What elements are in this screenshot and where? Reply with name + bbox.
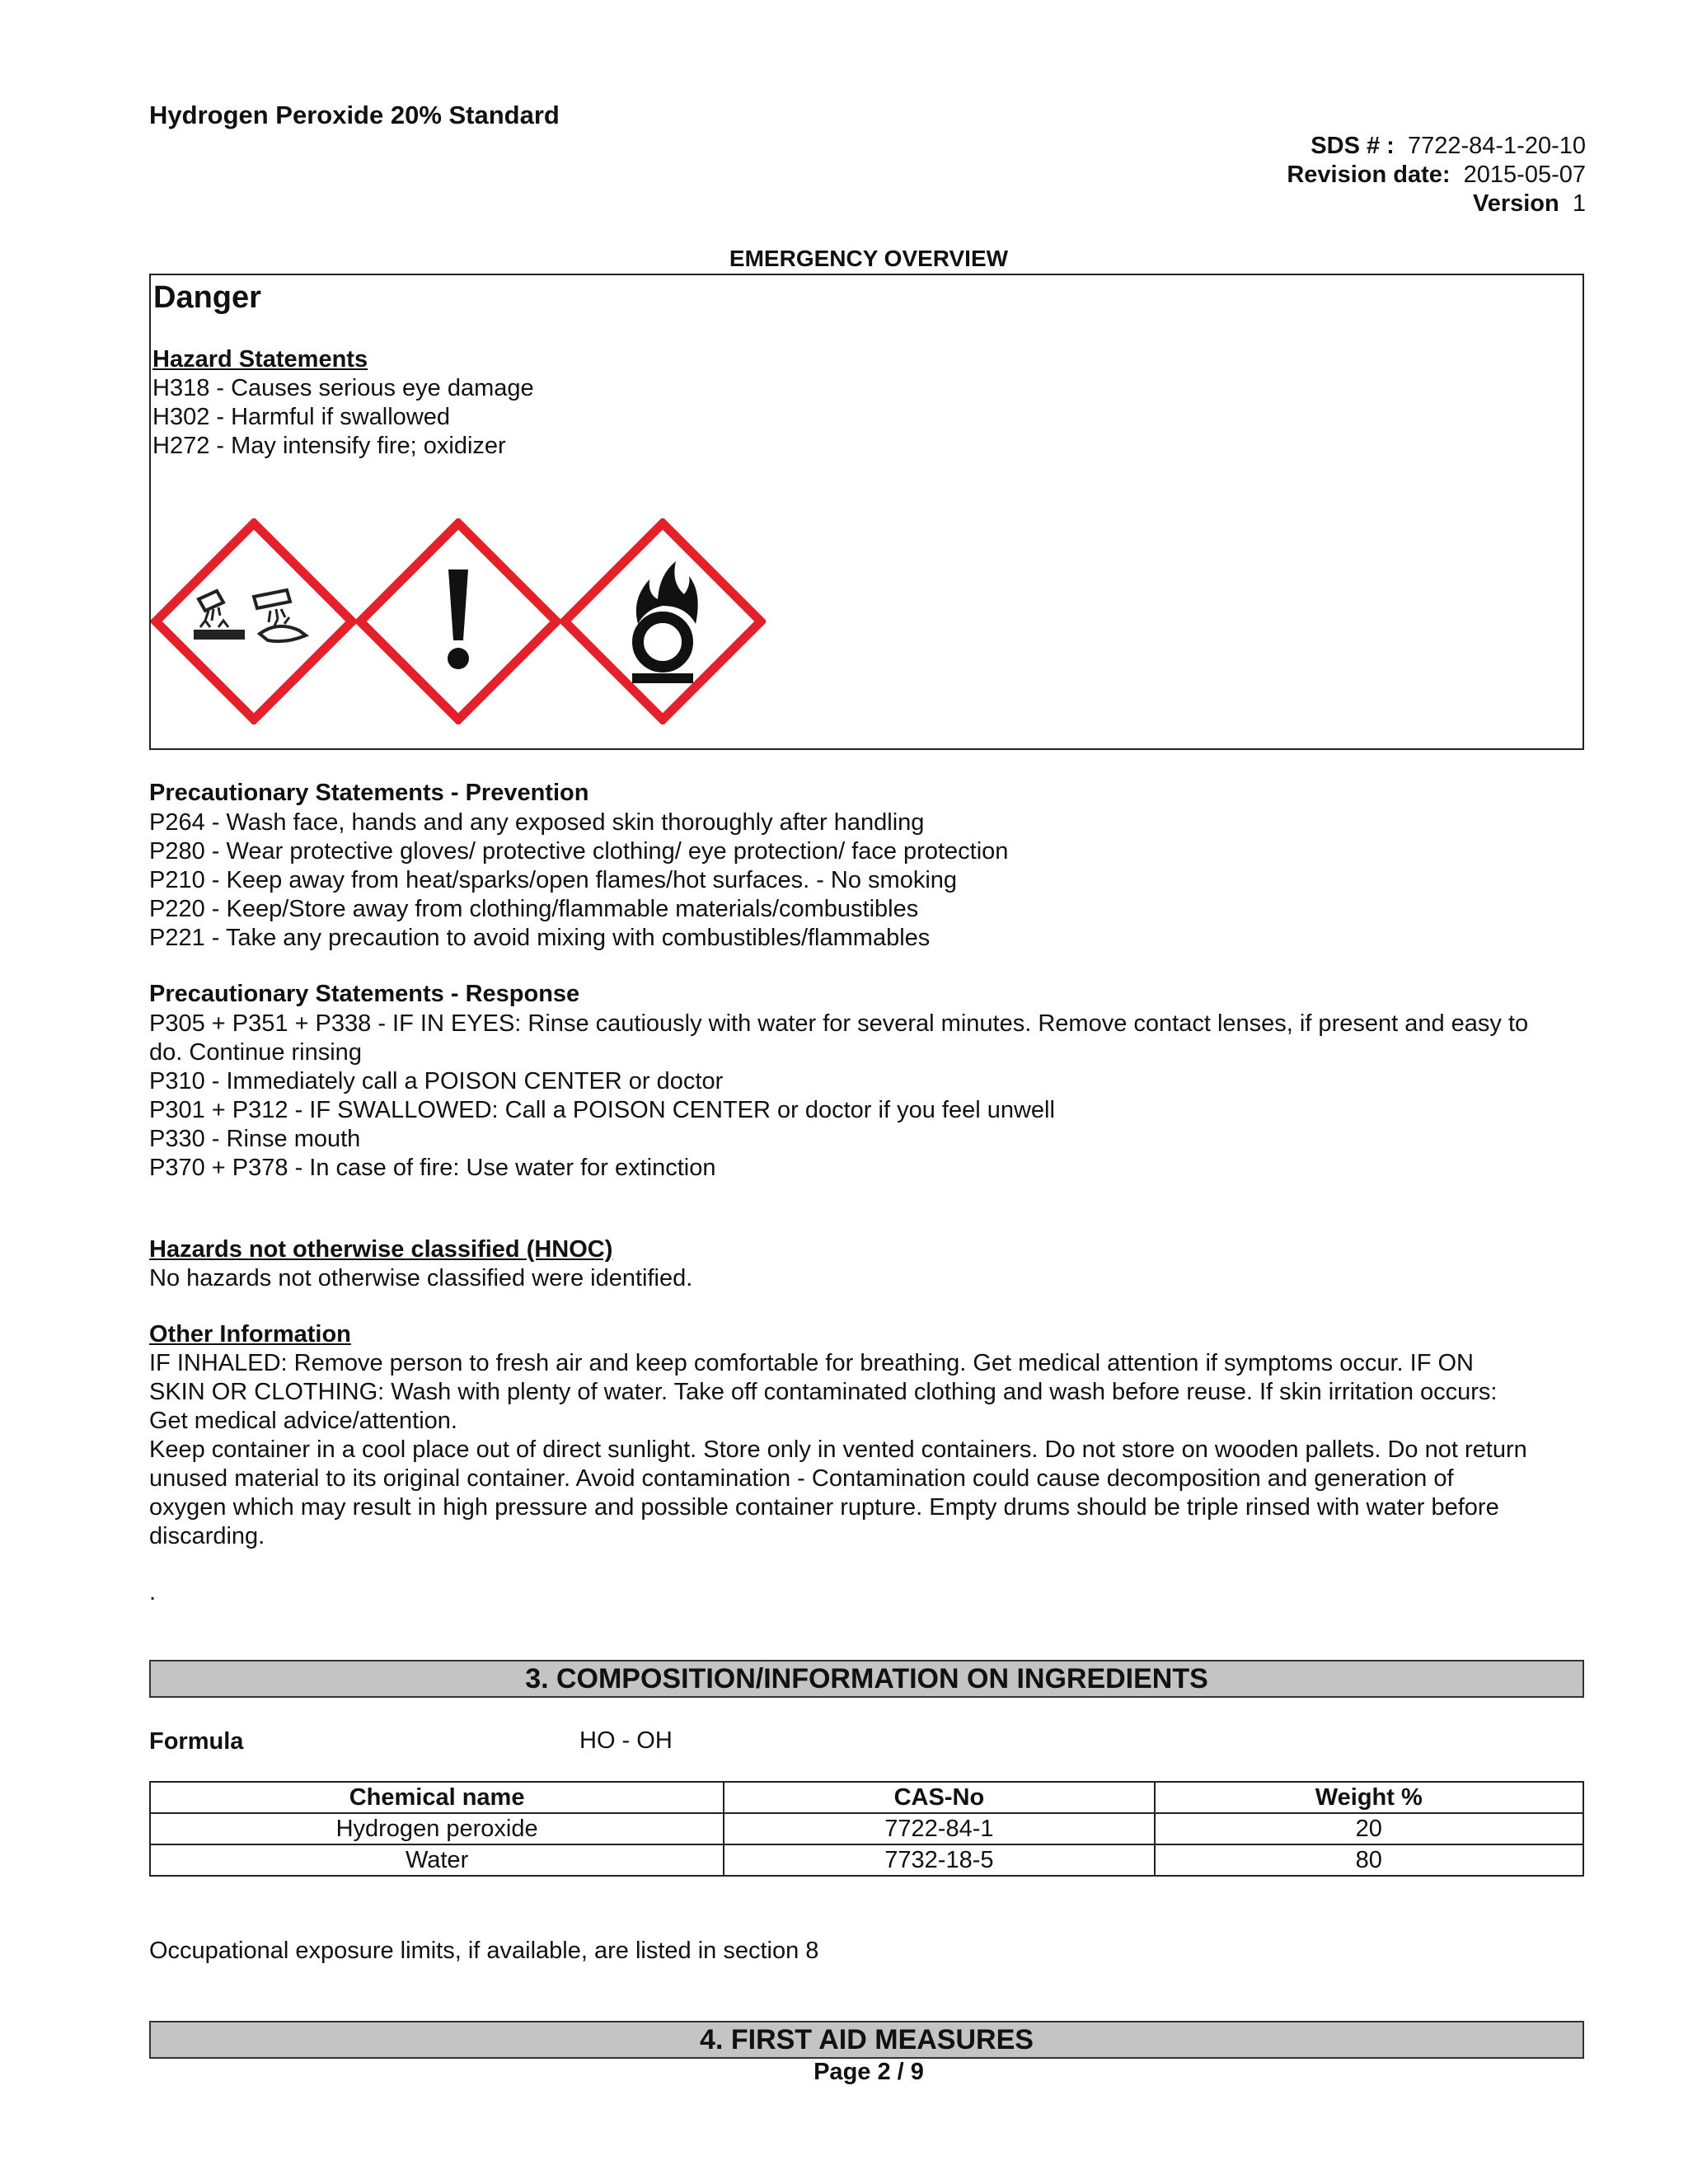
other-information-line: SKIN OR CLOTHING: Wash with plenty of water. Take off contaminated clothing and wash before reuse. If skin irritation occurs:: [149, 1379, 1498, 1405]
other-information-line: discarding.: [149, 1523, 265, 1549]
other-information-line: oxygen which may result in high pressure and possible container rupture. Empty drums should be triple rinsed with water before: [149, 1494, 1499, 1521]
hazard-statement: H272 - May intensify fire; oxidizer: [152, 433, 506, 459]
column-header: Chemical name: [150, 1782, 724, 1813]
revision-value: 2015-05-07: [1463, 162, 1586, 188]
hazard-statements-heading: Hazard Statements: [152, 346, 368, 373]
sds-number: [1311, 132, 1586, 161]
formula-value: HO - OH: [579, 1727, 673, 1754]
trailing-dot: .: [149, 1579, 157, 1605]
sds-label: SDS # :: [1311, 133, 1395, 159]
table-cell: Hydrogen peroxide: [150, 1813, 724, 1844]
response-line: P330 - Rinse mouth: [149, 1126, 361, 1152]
version: [1473, 190, 1586, 218]
response-line: P370 + P378 - In case of fire: Use water for extinction: [149, 1155, 716, 1181]
flame-over-circle-icon: [560, 518, 766, 724]
hazard-statement: H318 - Causes serious eye damage: [152, 375, 534, 401]
hnoc-text: No hazards not otherwise classified were identified.: [149, 1265, 693, 1291]
prevention-line: P220 - Keep/Store away from clothing/flammable materials/combustibles: [149, 896, 919, 922]
exclamation-icon: [355, 518, 561, 724]
response-line: P310 - Immediately call a POISON CENTER or doctor: [149, 1068, 724, 1094]
document-title: Hydrogen Peroxide 20% Standard: [149, 101, 560, 129]
prevention-line: P264 - Wash face, hands and any exposed skin thoroughly after handling: [149, 809, 925, 836]
hazard-statement: H302 - Harmful if swallowed: [152, 404, 451, 430]
other-information-line: Get medical advice/attention.: [149, 1408, 457, 1434]
version-label: Version: [1472, 190, 1559, 217]
ingredients-table: [149, 1781, 1584, 1877]
table-row: [150, 1844, 1583, 1876]
sds-value: 7722-84-1-20-10: [1407, 133, 1586, 159]
table-cell: 80: [1155, 1844, 1583, 1876]
page-number: Page 2 / 9: [814, 2059, 924, 2085]
response-heading: Precautionary Statements - Response: [149, 981, 580, 1007]
response-line: do. Continue rinsing: [149, 1039, 362, 1066]
emergency-overview-title: EMERGENCY OVERVIEW: [729, 246, 1009, 271]
prevention-heading: Precautionary Statements - Prevention: [149, 780, 589, 806]
version-value: 1: [1572, 190, 1586, 217]
signal-word: Danger: [153, 280, 261, 315]
table-cell: 7722-84-1: [724, 1813, 1154, 1844]
other-information-line: IF INHALED: Remove person to fresh air and keep comfortable for breathing. Get medical attention if symptoms occur. IF ON: [149, 1350, 1474, 1376]
section-4-header: 4. FIRST AID MEASURES: [149, 2021, 1584, 2059]
table-cell: 20: [1155, 1813, 1583, 1844]
hnoc-heading: Hazards not otherwise classified (HNOC): [149, 1236, 613, 1263]
revision-label: Revision date:: [1287, 162, 1451, 188]
formula-label: Formula: [149, 1728, 244, 1755]
table-row: [150, 1813, 1583, 1844]
table-header-row: [150, 1782, 1583, 1813]
table-cell: 7732-18-5: [724, 1844, 1154, 1876]
response-line: P305 + P351 + P338 - IF IN EYES: Rinse cautiously with water for several minutes. Remove contact lenses, if present and easy to: [149, 1010, 1529, 1037]
prevention-line: P210 - Keep away from heat/sparks/open flames/hot surfaces. - No smoking: [149, 867, 958, 893]
column-header: CAS-No: [724, 1782, 1154, 1813]
other-information-line: Keep container in a cool place out of direct sunlight. Store only in vented containers. Do not store on wooden pallets. Do not return: [149, 1436, 1527, 1463]
section-3-header: 3. COMPOSITION/INFORMATION ON INGREDIENTS: [149, 1660, 1584, 1698]
prevention-line: P221 - Take any precaution to avoid mixing with combustibles/flammables: [149, 925, 931, 951]
emergency-overview-box: [149, 274, 1584, 750]
other-information-line: unused material to its original container. Avoid contamination - Contamination could cause decomposition and generation of: [149, 1465, 1454, 1492]
corrosion-icon: [151, 518, 357, 724]
other-information-heading: Other Information: [149, 1321, 351, 1347]
prevention-line: P280 - Wear protective gloves/ protective clothing/ eye protection/ face protection: [149, 838, 1009, 865]
column-header: Weight %: [1155, 1782, 1583, 1813]
exposure-note: Occupational exposure limits, if available, are listed in section 8: [149, 1938, 819, 1964]
revision-date: [1287, 161, 1586, 190]
response-line: P301 + P312 - IF SWALLOWED: Call a POISON CENTER or doctor if you feel unwell: [149, 1097, 1055, 1123]
table-cell: Water: [150, 1844, 724, 1876]
